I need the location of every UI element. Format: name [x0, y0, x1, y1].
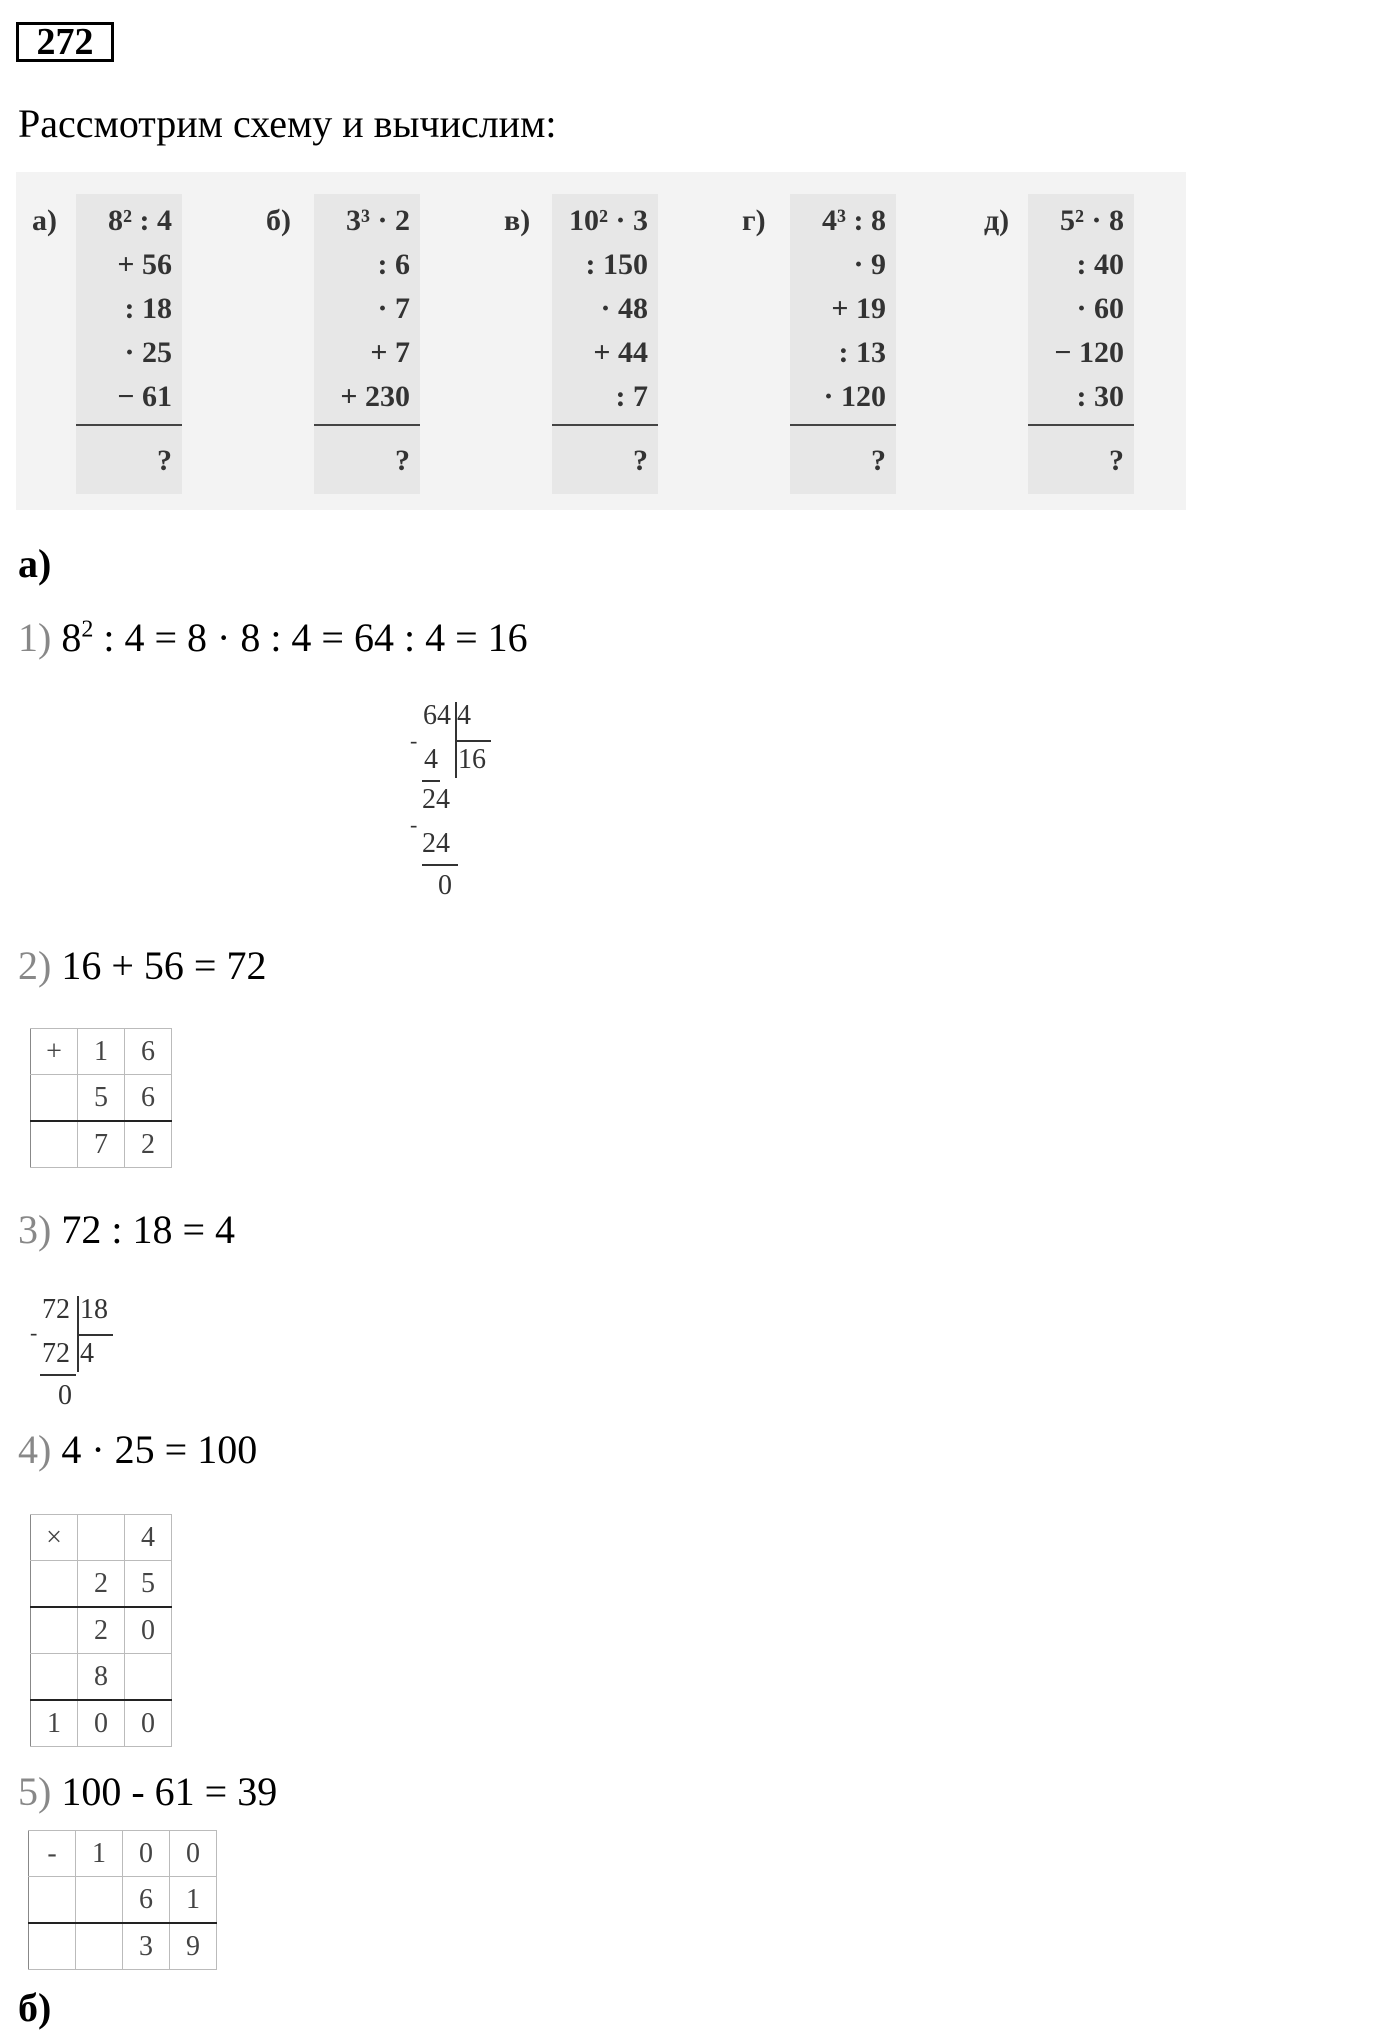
- div2-remainder: 0: [58, 1380, 72, 1411]
- scheme-result-rule: [314, 424, 420, 426]
- multiplication-grid: [30, 1514, 172, 1747]
- step-5-number: 5): [18, 1769, 52, 1814]
- subtraction-cell: 0: [170, 1831, 217, 1877]
- scheme-result: ?: [157, 444, 172, 477]
- addition-cell: [31, 1121, 78, 1168]
- task-number: 272: [16, 22, 114, 62]
- addition-cell: 6: [125, 1029, 172, 1075]
- scheme-line: : 6: [377, 248, 410, 281]
- multiplication-cell: 8: [78, 1654, 125, 1701]
- step-1-exponent: 2: [81, 616, 94, 643]
- multiplication-cell: 0: [78, 1700, 125, 1747]
- subtraction-cell: 9: [170, 1923, 217, 1970]
- multiplication-cell: [125, 1654, 172, 1701]
- div1-minus-1: -: [410, 728, 418, 753]
- step-1-number: 1): [18, 615, 52, 660]
- scheme-result-rule: [1028, 424, 1134, 426]
- scheme-column: [76, 194, 182, 494]
- section-b-heading: б): [18, 1985, 52, 2030]
- multiplication-cell: 0: [125, 1607, 172, 1654]
- scheme-result-rule: [76, 424, 182, 426]
- step-5: [18, 1768, 277, 1815]
- div2-subtrahend: 72: [42, 1338, 70, 1369]
- multiplication-cell: 1: [31, 1700, 78, 1747]
- scheme-result-rule: [790, 424, 896, 426]
- scheme-result: ?: [633, 444, 648, 477]
- scheme-line: : 150: [585, 248, 648, 281]
- addition-cell: 7: [78, 1121, 125, 1168]
- multiplication-cell: [31, 1654, 78, 1701]
- scheme-line: − 61: [117, 380, 172, 413]
- subtraction-cell: [76, 1923, 123, 1970]
- scheme-line: · 9: [853, 248, 886, 281]
- div2-quotient: 4: [80, 1338, 94, 1369]
- step-1-text: : 4 = 8 · 8 : 4 = 64 : 4 = 16: [93, 615, 528, 660]
- multiplication-cell: 5: [125, 1561, 172, 1608]
- scheme-line: : 18: [124, 292, 172, 325]
- scheme-result: ?: [395, 444, 410, 477]
- div1-divisor: 4: [457, 700, 471, 731]
- addition-cell: 6: [125, 1075, 172, 1122]
- scheme-result: ?: [1109, 444, 1124, 477]
- scheme-line: · 48: [600, 292, 648, 325]
- multiplication-cell: [31, 1561, 78, 1608]
- step-4: [18, 1426, 257, 1473]
- div1-dividend: 64: [423, 700, 451, 731]
- div1-subtrahend-2: 24: [422, 828, 450, 859]
- scheme-line: 8² : 4: [108, 204, 172, 237]
- subtraction-cell: 3: [123, 1923, 170, 1970]
- scheme-column: [314, 194, 420, 494]
- subtraction-cell: 1: [76, 1831, 123, 1877]
- step-1: [18, 614, 528, 661]
- scheme-column: [1028, 194, 1134, 494]
- div1-remainder-2: 0: [438, 870, 452, 901]
- scheme-line: + 7: [370, 336, 410, 369]
- subtraction-cell: [76, 1877, 123, 1924]
- scheme-line: · 60: [1076, 292, 1124, 325]
- div1-quotient: 16: [458, 744, 486, 775]
- section-a-heading: а): [18, 541, 52, 586]
- scheme-letter: г): [742, 204, 766, 237]
- div2-minus: -: [30, 1320, 38, 1345]
- scheme-line: · 120: [823, 380, 886, 413]
- subtraction-cell: -: [29, 1831, 76, 1877]
- addition-cell: 1: [78, 1029, 125, 1075]
- subtraction-grid: [28, 1830, 217, 1970]
- subtraction-cell: [29, 1923, 76, 1970]
- scheme-letter: в): [504, 204, 531, 237]
- subtraction-cell: 1: [170, 1877, 217, 1924]
- div2-dividend: 72: [42, 1294, 70, 1325]
- scheme-letter: а): [32, 204, 57, 237]
- scheme-line: : 13: [838, 336, 886, 369]
- scheme-line: − 120: [1054, 336, 1124, 369]
- div1-remainder-1: 24: [422, 784, 450, 815]
- scheme-line: + 56: [117, 248, 172, 281]
- multiplication-cell: 2: [78, 1561, 125, 1608]
- subtraction-cell: 6: [123, 1877, 170, 1924]
- scheme-result: ?: [871, 444, 886, 477]
- scheme-line: 3³ · 2: [346, 204, 410, 237]
- multiplication-cell: [31, 1607, 78, 1654]
- multiplication-cell: ×: [31, 1515, 78, 1561]
- multiplication-cell: 0: [125, 1700, 172, 1747]
- step-4-number: 4): [18, 1427, 52, 1472]
- addition-cell: +: [31, 1029, 78, 1075]
- addition-cell: 2: [125, 1121, 172, 1168]
- scheme-panel: [16, 172, 1186, 510]
- div1-subtrahend-1: 4: [424, 744, 438, 775]
- div1-minus-2: -: [410, 812, 418, 837]
- scheme-line: + 230: [340, 380, 410, 413]
- step-4-text: 4 · 25 = 100: [61, 1427, 258, 1472]
- addition-cell: [31, 1075, 78, 1122]
- scheme-line: · 7: [377, 292, 410, 325]
- div1-rule-2: [422, 864, 458, 866]
- scheme-letter: б): [266, 204, 291, 237]
- step-2-text: 16 + 56 = 72: [61, 943, 267, 988]
- div1-quotient-rule: [455, 740, 491, 742]
- div1-rule-1: [422, 780, 440, 782]
- scheme-line: + 19: [831, 292, 886, 325]
- addition-cell: 5: [78, 1075, 125, 1122]
- step-5-text: 100 - 61 = 39: [61, 1769, 278, 1814]
- scheme-line: : 40: [1076, 248, 1124, 281]
- step-3-text: 72 : 18 = 4: [61, 1207, 235, 1252]
- multiplication-cell: 4: [125, 1515, 172, 1561]
- step-1-base: 8: [61, 615, 82, 660]
- scheme-line: 5² · 8: [1060, 204, 1124, 237]
- scheme-line: : 30: [1076, 380, 1124, 413]
- step-3-number: 3): [18, 1207, 52, 1252]
- scheme-line: · 25: [124, 336, 172, 369]
- intro-text: Рассмотрим схему и вычислим:: [18, 101, 557, 146]
- div2-quotient-rule: [77, 1334, 113, 1336]
- step-2-number: 2): [18, 943, 52, 988]
- addition-grid: [30, 1028, 172, 1168]
- scheme-column: [790, 194, 896, 494]
- div2-divisor: 18: [80, 1294, 108, 1325]
- scheme-letter: д): [984, 204, 1010, 237]
- scheme-line: 4³ : 8: [822, 204, 886, 237]
- multiplication-cell: 2: [78, 1607, 125, 1654]
- multiplication-cell: [78, 1515, 125, 1561]
- scheme-column: [552, 194, 658, 494]
- subtraction-cell: [29, 1877, 76, 1924]
- scheme-result-rule: [552, 424, 658, 426]
- scheme-line: + 44: [593, 336, 648, 369]
- scheme-line: : 7: [615, 380, 648, 413]
- step-2: [18, 942, 266, 989]
- scheme-line: 10² · 3: [569, 204, 648, 237]
- subtraction-cell: 0: [123, 1831, 170, 1877]
- div2-rule: [40, 1374, 76, 1376]
- step-3: [18, 1206, 235, 1253]
